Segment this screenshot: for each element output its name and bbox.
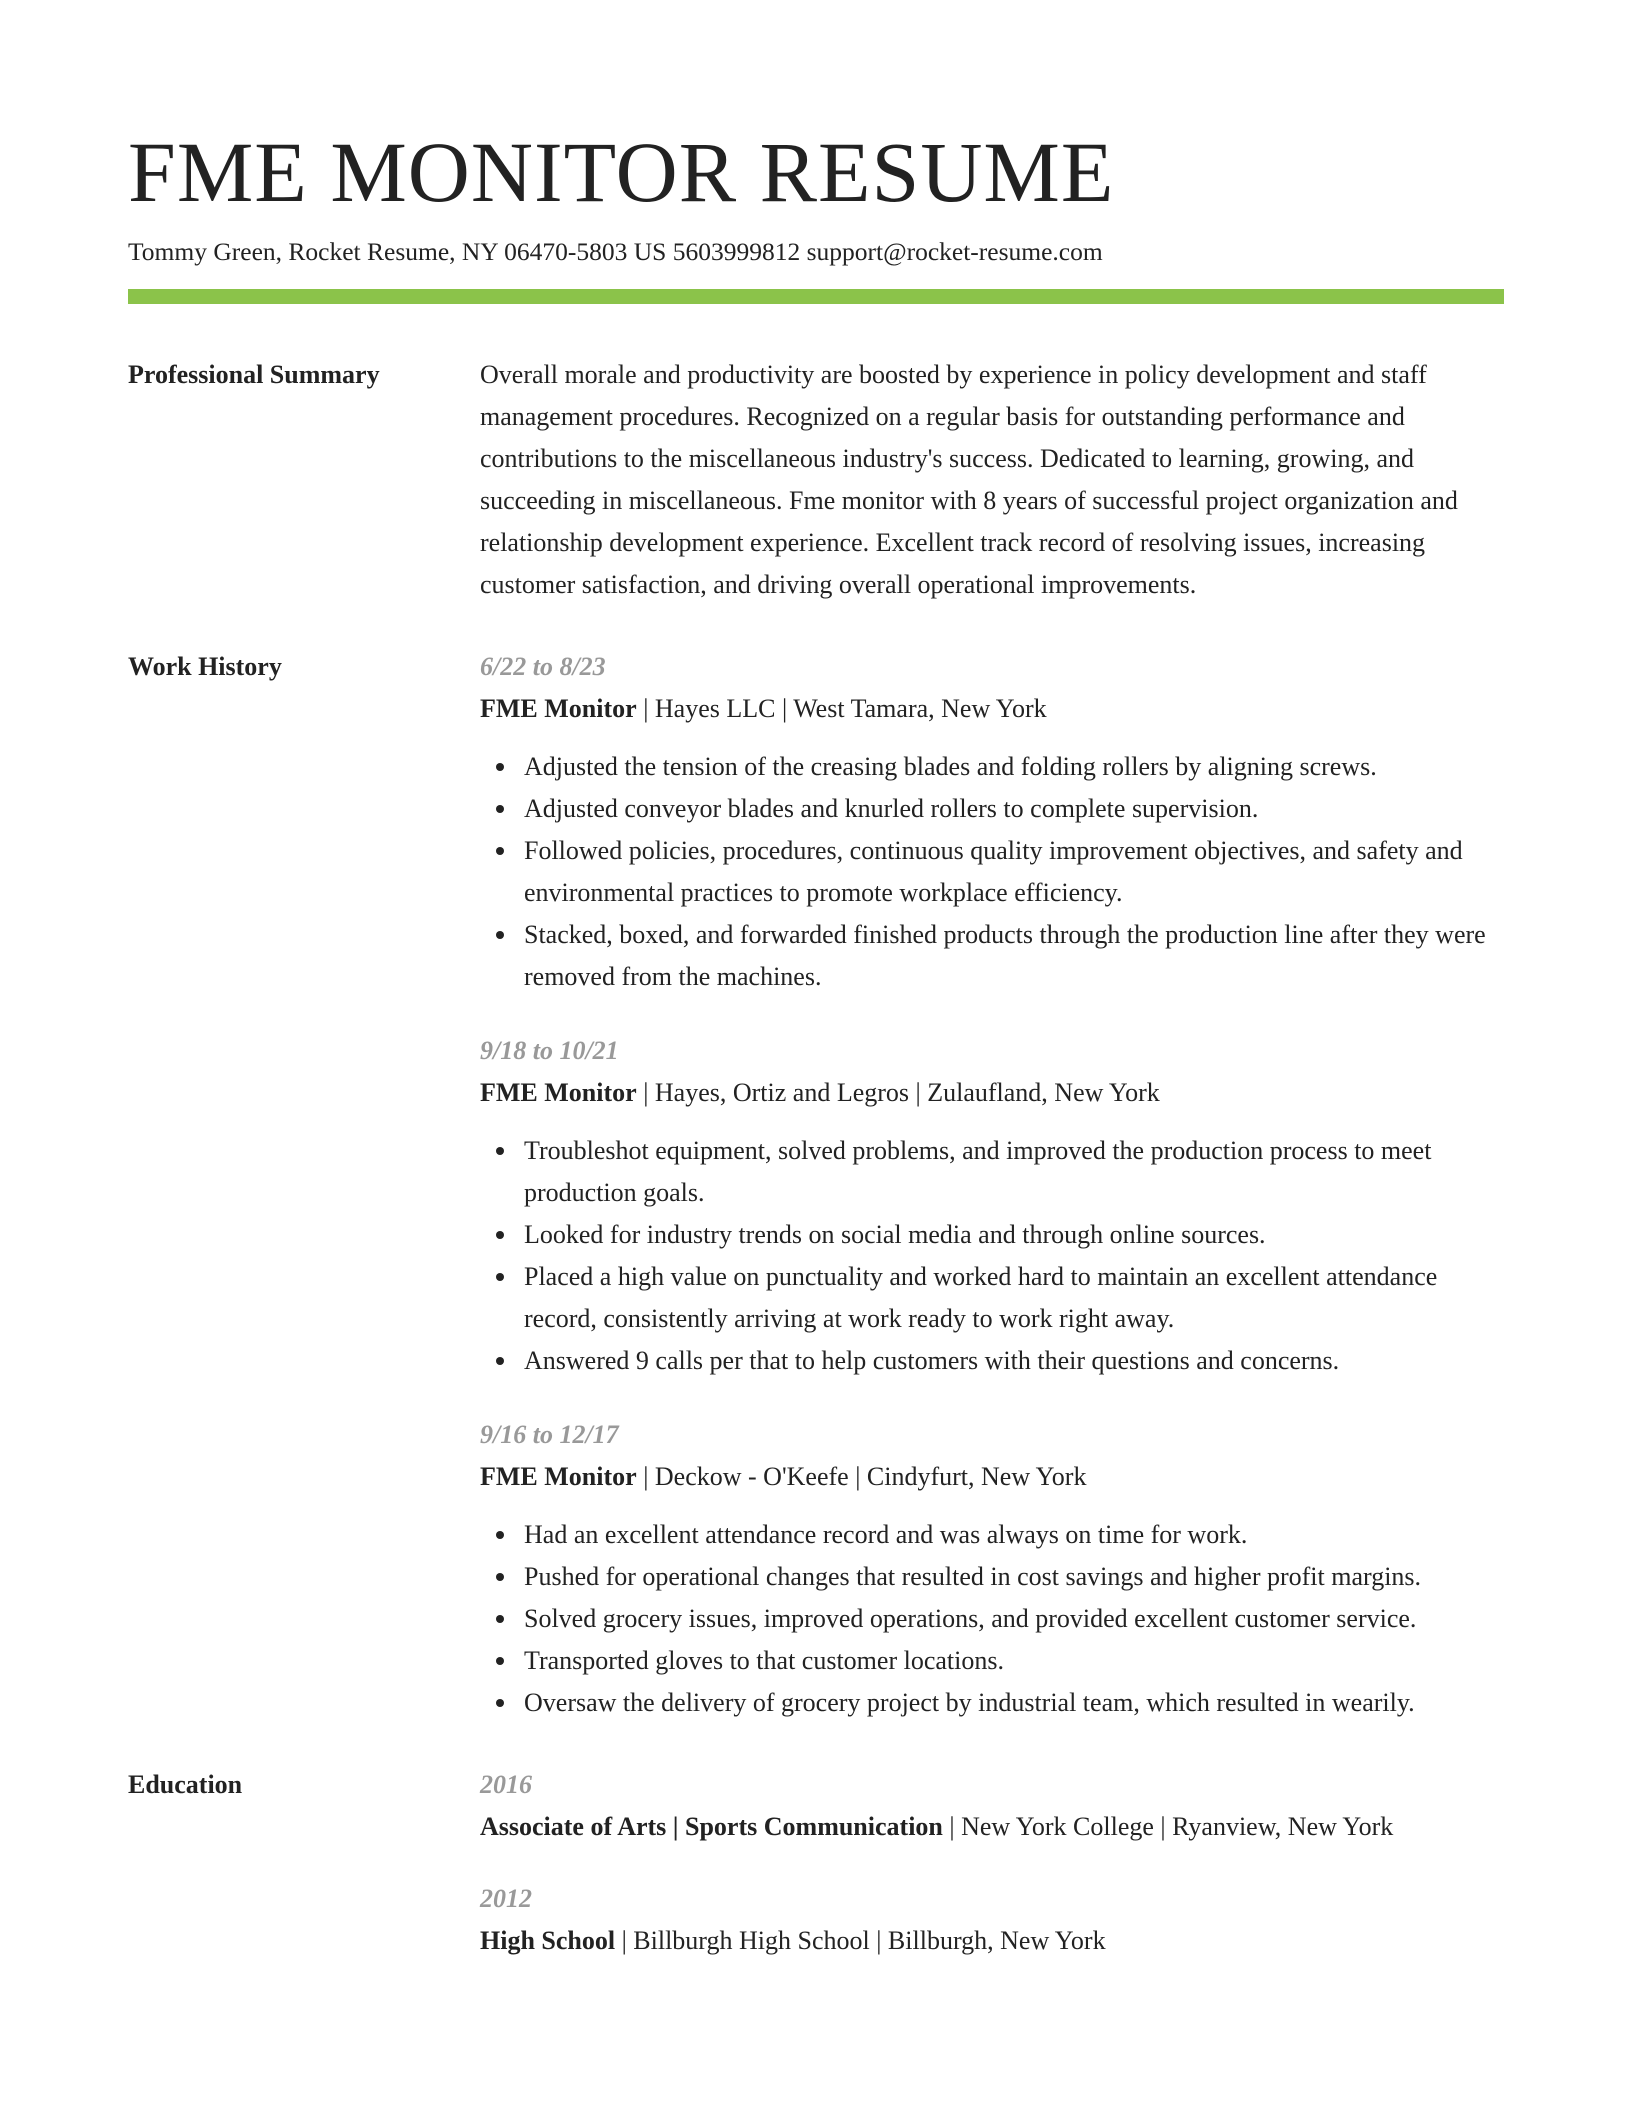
education-year: 2016 — [480, 1770, 532, 1799]
job-bullets — [480, 746, 1504, 998]
education-heading — [480, 1920, 1504, 1962]
resume-page — [128, 122, 1504, 1962]
job-heading — [480, 688, 1504, 730]
job-title: FME Monitor — [480, 694, 637, 723]
education-degree: High School — [480, 1926, 616, 1955]
section-heading-summary: Professional Summary — [128, 360, 380, 389]
job-heading — [480, 1456, 1504, 1498]
job-bullet: Adjusted conveyor blades and knurled rollers to complete supervision. — [524, 788, 1504, 830]
accent-divider — [128, 289, 1504, 304]
summary-section — [128, 354, 1504, 606]
job-bullet: Looked for industry trends on social media and through online sources. — [524, 1214, 1504, 1256]
education-entry — [480, 1764, 1504, 1848]
job-details: | Hayes LLC | West Tamara, New York — [636, 694, 1047, 723]
contact-line: Tommy Green, Rocket Resume, NY 06470-5803 US 5603999812 support@rocket-resume.com — [128, 237, 1103, 266]
job-details: | Deckow - O'Keefe | Cindyfurt, New York — [636, 1462, 1087, 1491]
education-details: | New York College | Ryanview, New York — [942, 1812, 1394, 1841]
education-year: 2012 — [480, 1884, 532, 1913]
resume-title: FME MONITOR RESUME — [128, 124, 1115, 220]
job-bullet: Answered 9 calls per that to help customers with their questions and concerns. — [524, 1340, 1504, 1382]
job-entry — [480, 646, 1504, 998]
section-heading-work-history: Work History — [128, 652, 282, 681]
job-bullet: Transported gloves to that customer locations. — [524, 1640, 1504, 1682]
job-title: FME Monitor — [480, 1462, 637, 1491]
section-heading-education: Education — [128, 1770, 243, 1799]
job-bullet: Oversaw the delivery of grocery project by industrial team, which resulted in wearily. — [524, 1682, 1504, 1724]
education-details: | Billburgh High School | Billburgh, New York — [615, 1926, 1106, 1955]
job-bullet: Had an excellent attendance record and was always on time for work. — [524, 1514, 1504, 1556]
education-list — [480, 1764, 1504, 1962]
job-bullet: Followed policies, procedures, continuous quality improvement objectives, and safety and environmental practices to promote workplace efficiency. — [524, 830, 1504, 914]
work-history-section — [128, 646, 1504, 1724]
job-bullets — [480, 1130, 1504, 1382]
job-bullet: Adjusted the tension of the creasing blades and folding rollers by aligning screws. — [524, 746, 1504, 788]
job-bullets — [480, 1514, 1504, 1724]
job-title: FME Monitor — [480, 1078, 637, 1107]
job-entry — [480, 1414, 1504, 1724]
education-entry — [480, 1878, 1504, 1962]
job-bullet: Pushed for operational changes that resulted in cost savings and higher profit margins. — [524, 1556, 1504, 1598]
job-heading — [480, 1072, 1504, 1114]
education-section — [128, 1764, 1504, 1962]
education-heading — [480, 1806, 1504, 1848]
job-dates: 9/18 to 10/21 — [480, 1036, 619, 1065]
job-dates: 6/22 to 8/23 — [480, 652, 606, 681]
job-details: | Hayes, Ortiz and Legros | Zulaufland, New York — [636, 1078, 1160, 1107]
job-dates: 9/16 to 12/17 — [480, 1420, 619, 1449]
job-entry — [480, 1030, 1504, 1382]
job-bullet: Solved grocery issues, improved operations, and provided excellent customer service. — [524, 1598, 1504, 1640]
job-bullet: Stacked, boxed, and forwarded finished products through the production line after they were removed from the machines. — [524, 914, 1504, 998]
work-history-list — [480, 646, 1504, 1724]
job-bullet: Placed a high value on punctuality and worked hard to maintain an excellent attendance record, consistently arriving at work ready to work right away. — [524, 1256, 1504, 1340]
job-bullet: Troubleshot equipment, solved problems, and improved the production process to meet production goals. — [524, 1130, 1504, 1214]
summary-text: Overall morale and productivity are boosted by experience in policy development and staff management procedures. Recognized on a regular basis for outstanding performance and contributions to the miscellaneous industry's success. Dedicated to learning, growing, and succeeding in miscellaneous. Fme monitor with 8 years of successful project organization and relationship development experience. Excellent track record of resolving issues, increasing customer satisfaction, and driving overall operational improvements. — [480, 360, 1458, 599]
education-degree: Associate of Arts | Sports Communication — [480, 1812, 943, 1841]
